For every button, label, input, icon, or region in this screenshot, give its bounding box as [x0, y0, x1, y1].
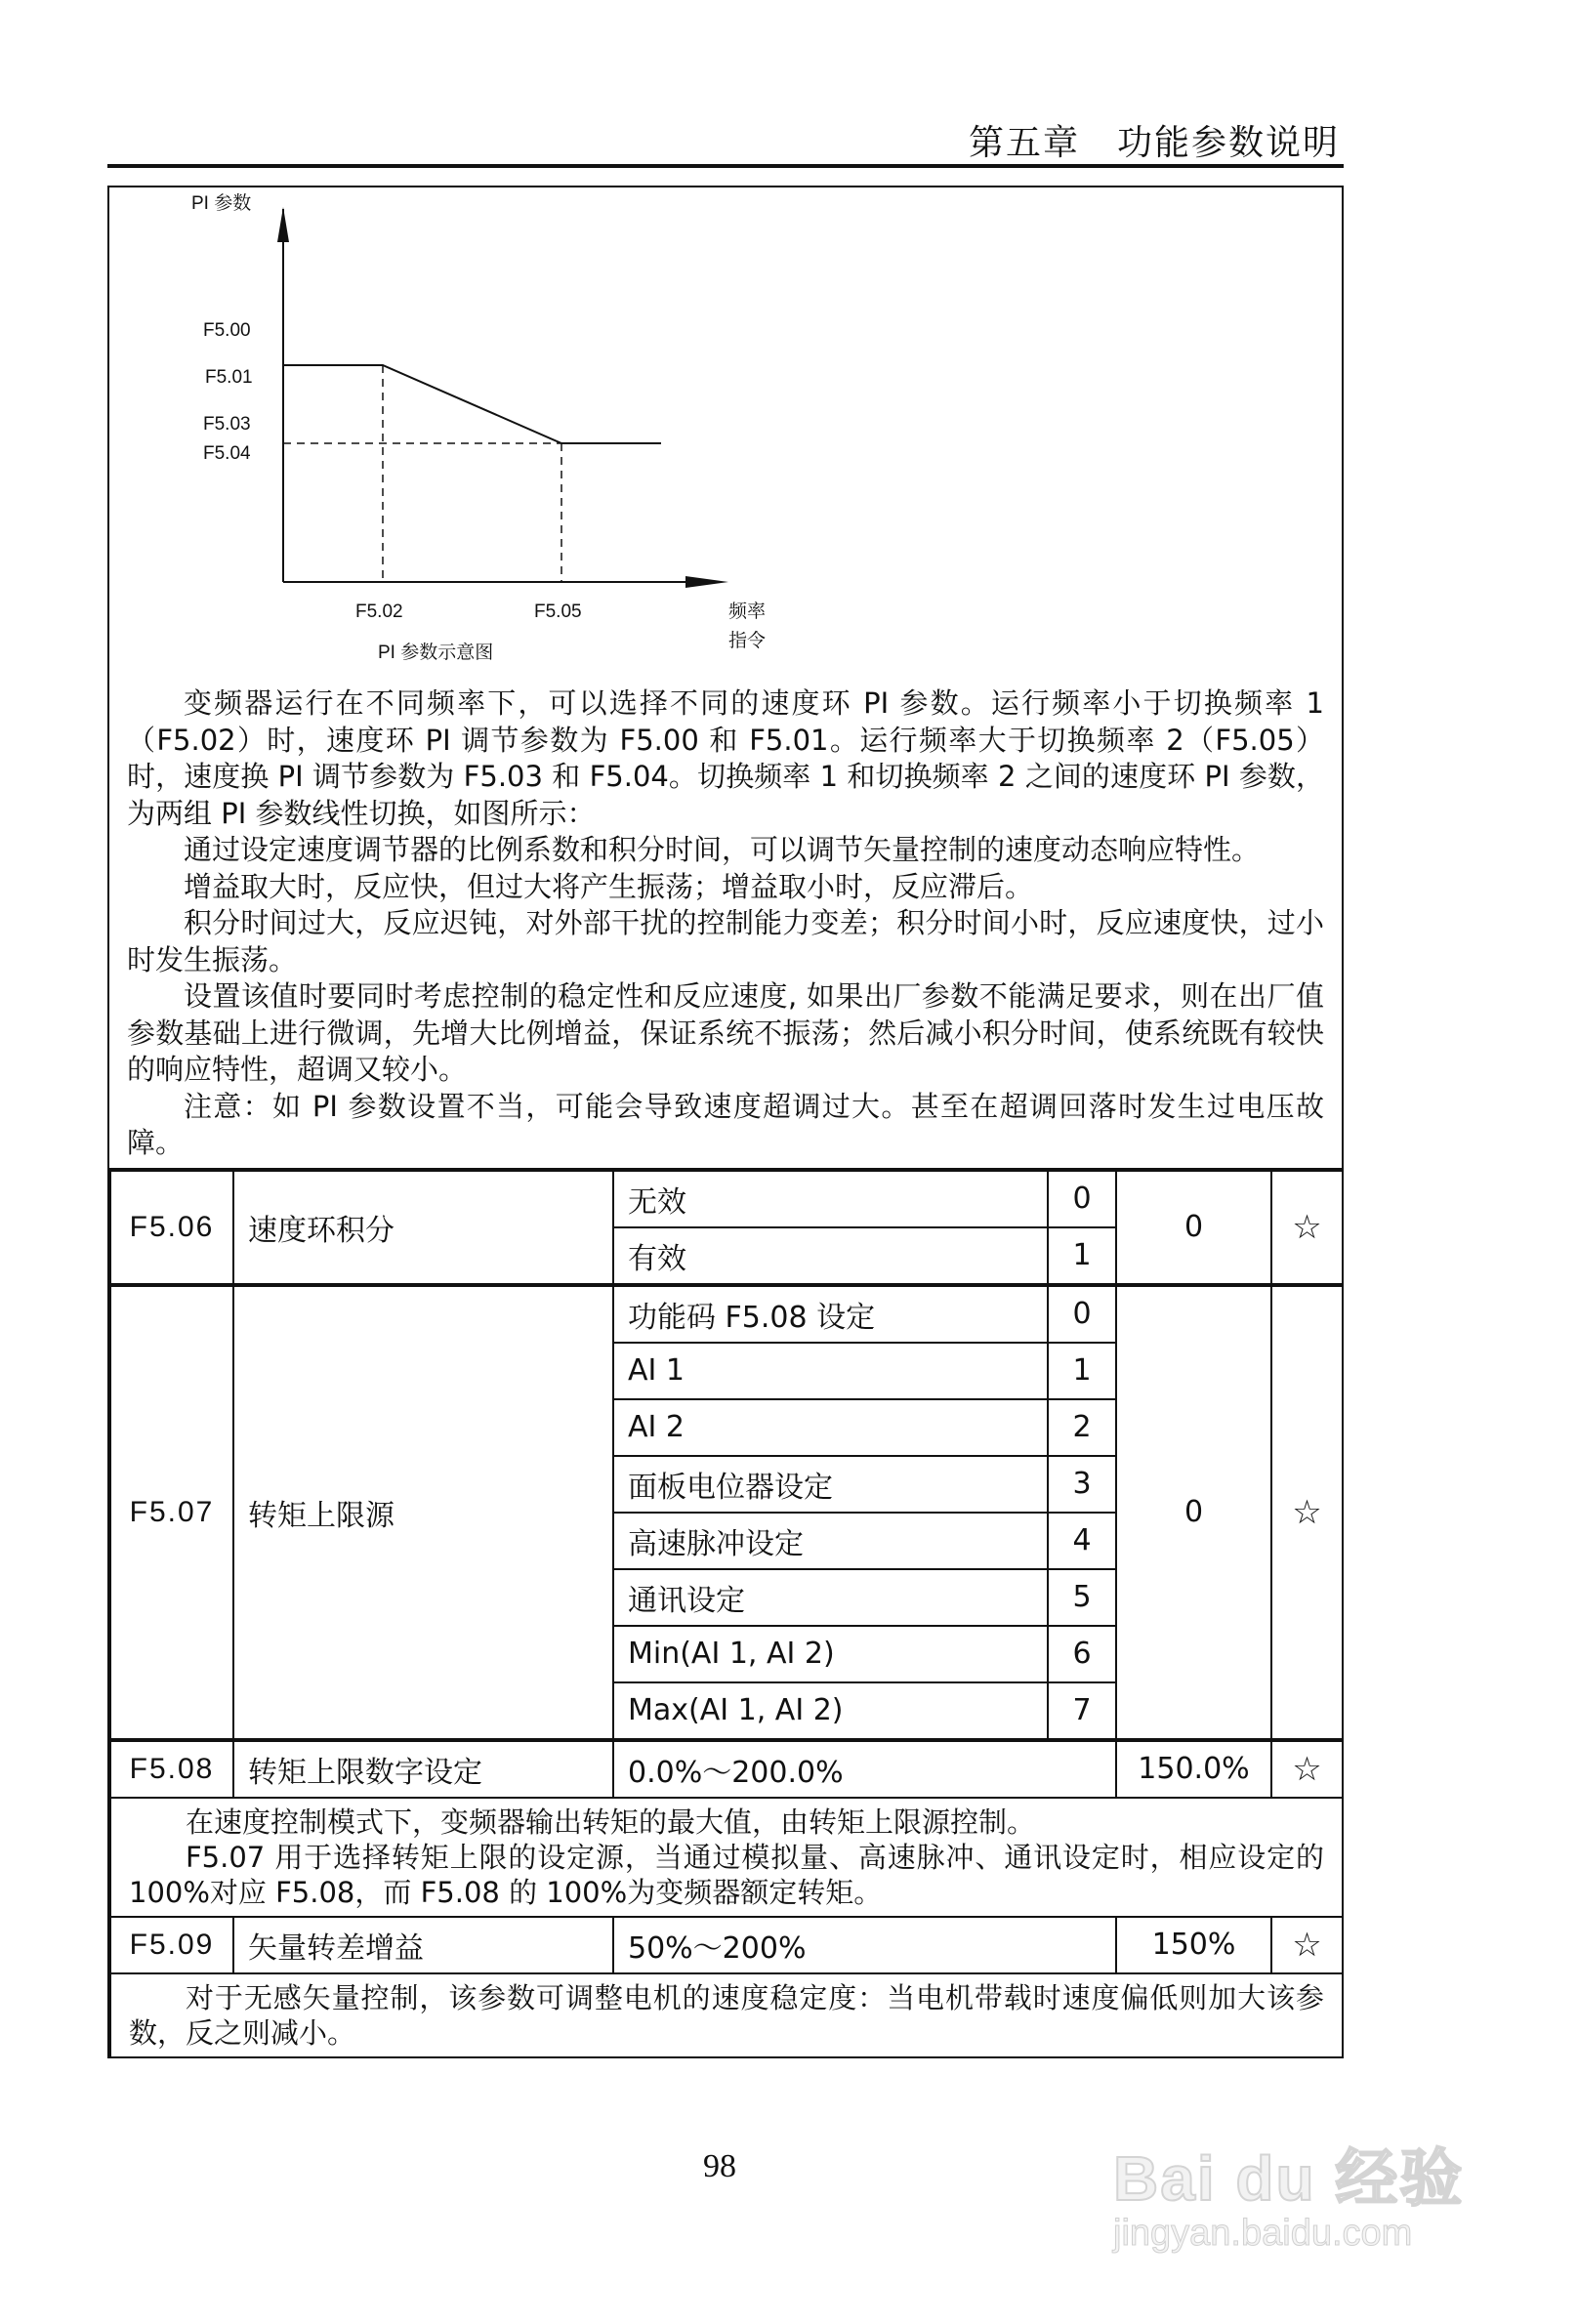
x-tick-f505: F5.05: [534, 602, 582, 622]
watermark-url: jingyan.baidu.com: [1113, 2213, 1413, 2254]
param-name: 矢量转差增益: [233, 1917, 613, 1973]
param-default: 150%: [1116, 1917, 1271, 1973]
parameter-table: [109, 1168, 1344, 2058]
paragraph: 注意：如 PI 参数设置不当，可能会导致速度超调过大。甚至在超调回落时发生过电压故障。: [127, 1089, 1324, 1159]
star-icon: ☆: [1271, 1170, 1343, 1285]
star-icon: ☆: [1271, 1740, 1343, 1798]
y-tick-f503: F5.03: [203, 414, 251, 435]
x-axis-label-line2: 指令: [728, 631, 767, 651]
option-value: 6: [1048, 1626, 1116, 1682]
baidu-watermark: [1113, 2129, 1464, 2255]
option-label: Max(AI 1, AI 2): [613, 1682, 1048, 1740]
paragraph: 设置该值时要同时考虑控制的稳定性和反应速度, 如果出厂参数不能满足要求，则在出厂值参数基础上进行微调，先增大比例增益，保证系统不振荡；然后减小积分时间，使系统既有较快的响应特性，超调又较小。: [127, 979, 1324, 1086]
option-value: 5: [1048, 1569, 1116, 1626]
page-number: 98: [703, 2148, 736, 2184]
star-icon: ☆: [1271, 1917, 1343, 1973]
y-tick-f504: F5.04: [203, 443, 251, 464]
param-code: F5.08: [110, 1740, 233, 1798]
option-value: 1: [1048, 1343, 1116, 1399]
option-value: 3: [1048, 1456, 1116, 1513]
param-default: 0: [1116, 1170, 1271, 1285]
param-range: 50%～200%: [613, 1917, 1116, 1973]
chart-canvas: [109, 187, 1342, 676]
param-code: F5.07: [110, 1285, 233, 1740]
param-name: 转矩上限源: [233, 1285, 613, 1740]
option-label: AI 2: [613, 1399, 1048, 1456]
content-frame: [107, 186, 1344, 2058]
note-paragraph: F5.07 用于选择转矩上限的设定源，当通过模拟量、高速脉冲、通讯设定时，相应设定的 100%对应 F5.08，而 F5.08 的 100%为变频器额定转矩。: [129, 1840, 1324, 1909]
pi-parameter-chart: [109, 187, 1342, 676]
y-tick-f500: F5.00: [203, 320, 251, 341]
y-axis-label: PI 参数: [191, 193, 252, 214]
param-notes: [110, 1798, 1343, 1917]
option-value: 7: [1048, 1682, 1116, 1740]
x-tick-f502: F5.02: [355, 602, 403, 622]
pi-curve: [283, 365, 661, 443]
paragraph: 通过设定速度调节器的比例系数和积分时间，可以调节矢量控制的速度动态响应特性。: [184, 833, 1261, 866]
note-paragraph: 对于无感矢量控制，该参数可调整电机的速度稳定度：当电机带载时速度偏低则加大该参数，反之则减小。: [129, 1980, 1324, 2050]
table-row-f508-notes: [110, 1798, 1343, 1917]
param-code: F5.09: [110, 1917, 233, 1973]
chart-caption: PI 参数示意图: [378, 643, 494, 663]
note-paragraph: 在速度控制模式下，变频器输出转矩的最大值，由转矩上限源控制。: [186, 1805, 1036, 1839]
table-row-f508: [110, 1740, 1343, 1798]
chapter-title: 第五章 功能参数说明: [968, 123, 1340, 163]
paragraph: 增益取大时，反应快，但过大将产生振荡；增益取小时，反应滞后。: [184, 869, 1034, 903]
paragraph: 积分时间过大，反应迟钝，对外部干扰的控制能力变差；积分时间小时，反应速度快，过小时发生振荡。: [127, 906, 1324, 976]
table-row-f507: [110, 1285, 1343, 1343]
option-label: 高速脉冲设定: [613, 1513, 1048, 1569]
x-axis-label-line1: 频率: [728, 602, 767, 622]
param-notes: [110, 1973, 1343, 2057]
option-label: 功能码 F5.08 设定: [613, 1285, 1048, 1343]
param-code: F5.06: [110, 1170, 233, 1285]
param-name: 速度环积分: [233, 1170, 613, 1285]
y-tick-f501: F5.01: [205, 367, 253, 388]
x-axis-arrow-icon: [685, 576, 728, 588]
option-label: 通讯设定: [613, 1569, 1048, 1626]
option-value: 0: [1048, 1285, 1116, 1343]
option-label: 面板电位器设定: [613, 1456, 1048, 1513]
table-row-f506: [110, 1170, 1343, 1227]
option-label: 有效: [613, 1227, 1048, 1285]
param-name: 转矩上限数字设定: [233, 1740, 613, 1798]
intro-text: [109, 676, 1342, 1168]
option-value: 0: [1048, 1170, 1116, 1227]
y-axis-arrow-icon: [277, 207, 289, 242]
header-divider: [107, 164, 1344, 168]
table-row-f509: [110, 1917, 1343, 1973]
param-default: 0: [1116, 1285, 1271, 1740]
paragraph: 变频器运行在不同频率下，可以选择不同的速度环 PI 参数。运行频率小于切换频率 1（F5.02）时，速度环 PI 调节参数为 F5.00 和 F5.01。运行频率大于切换频率 2（F5.05）时，速度换 PI 调节参数为 F5.03 和 F5.04。切换频率 1 和切换频率 2 之间的速度环 PI 参数，为两组 PI 参数线性切换，如图所示：: [127, 686, 1324, 830]
param-range: 0.0%～200.0%: [613, 1740, 1116, 1798]
watermark-logo: Bai du 经验: [1113, 2143, 1465, 2214]
option-label: AI 1: [613, 1343, 1048, 1399]
param-default: 150.0%: [1116, 1740, 1271, 1798]
star-icon: ☆: [1271, 1285, 1343, 1740]
option-value: 1: [1048, 1227, 1116, 1285]
option-value: 2: [1048, 1399, 1116, 1456]
option-label: 无效: [613, 1170, 1048, 1227]
option-label: Min(AI 1, AI 2): [613, 1626, 1048, 1682]
option-value: 4: [1048, 1513, 1116, 1569]
table-row-f509-notes: [110, 1973, 1343, 2057]
